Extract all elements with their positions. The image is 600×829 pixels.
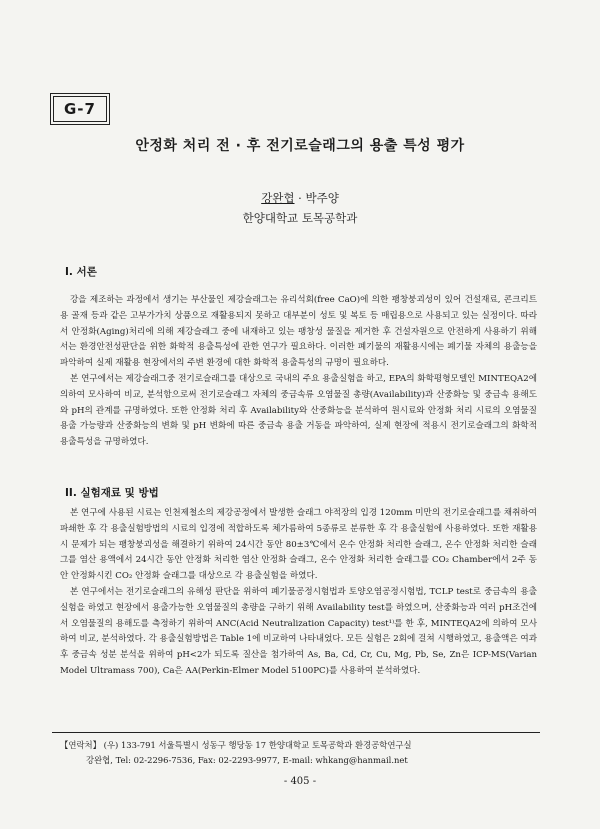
footer-rule bbox=[52, 732, 540, 733]
paper-title: 안정화 처리 전 · 후 전기로슬래그의 용출 특성 평가 bbox=[135, 138, 465, 154]
page-number: - 405 - bbox=[283, 776, 317, 787]
contact-info bbox=[60, 738, 540, 768]
primary-author: 강완협 bbox=[261, 191, 295, 205]
co-author: 박주양 bbox=[305, 191, 339, 205]
section-2-heading: II. 실험재료 및 방법 bbox=[65, 487, 159, 499]
author-line bbox=[0, 190, 600, 206]
section-1-paragraph-1: 강을 제조하는 과정에서 생기는 부산물인 제강슬래그는 유리석회(free CaO)에 의한 팽창붕괴성이 있어 건설재료, 콘크리트용 골재 등과 같은 고부가가치 상품으로 재활용되지 못하고 대부분이 성토 및 복토 등 매립용으로 사용되고 있는 실정이다. 따라서 안정화(Aging)처리에 의해 제강슬래그 중에 내재하고 있는 팽창성 물질을 제거한 후 건설자원으로 안전하게 사용하기 위해서는 환경안전성판단을 위한 화학적 용출특성에 관한 연구가 필요하다. 이러한 폐기물의 재활용시에는 폐기물 자체의 용출능을 파악하여 실제 재활용 현장에서의 주변 환경에 대한 화학적 용출특성의 규명이 필요하다. bbox=[60, 295, 537, 369]
paper-code-box: G-7 bbox=[53, 96, 107, 122]
section-1-paragraph-2: 본 연구에서는 제강슬래그중 전기로슬래그를 대상으로 국내의 주요 용출실험을 하고, EPA의 화학평형모델인 MINTEQA2에 의하여 모사하여 비교, 분석함으로써 전기로슬래그 자체의 중금속류 오염물질 총량(Availability)과 산중화능 및 중금속 용해도와 pH의 관계를 규명하였다. 또한 안정화 처리 후 Availability와 산중화능을 분석하여 원시료와 안정화 처리 시료의 오염물질 용출 가능량과 산중화능의 변화 및 pH 변화에 따른 중금속 용출 거동을 파악하여, 실제 현장에 적용시 전기로슬래그의 화학적 용출특성을 규명하였다. bbox=[60, 374, 537, 448]
contact-details: 강완협, Tel: 02-2296-7536, Fax: 02-2293-9977, E-mail: whkang@hanmail.net bbox=[86, 755, 408, 765]
section-1-heading: I. 서론 bbox=[65, 266, 97, 278]
contact-address: 【연락처】 (우) 133-791 서울특별시 성동구 행당동 17 한양대학교 토목공학과 환경공학연구실 bbox=[60, 740, 412, 750]
author-separator: · bbox=[294, 191, 306, 205]
section-2-paragraph-2: 본 연구에서는 전기로슬래그의 유해성 판단을 위하여 폐기물공정시험법과 토양오염공정시험법, TCLP test로 중금속의 용출실험을 하였고 현장에서 용출가능한 오염물질의 총량을 구하기 위해 Availability test를 하였으며, 산중화능과 여러 pH조건에서 오염물질의 용해도를 측정하기 위하여 ANC(Acid Neutralization Capacity) test¹⁾를 한 후, MINTEQA2에 의하여 모사하여 비교, 분석하였다. 각 용출실험방법은 Table 1에 비교하여 나타내었다. 모든 실험은 2회에 걸쳐 시행하였고, 용출액은 여과 후 중금속 성분 분석을 위하여 pH<2가 되도록 질산을 첨가하여 As, Ba, Cd, Cr, Cu, Mg, Pb, Se, Zn은 ICP-MS(Varian Model Ultramass 700), Ca은 AA(Perkin-Elmer Model 5100PC)를 사용하여 분석하였다. bbox=[60, 587, 537, 676]
affiliation: 한양대학교 토목공학과 bbox=[242, 211, 358, 225]
section-2-paragraph-1: 본 연구에 사용된 시료는 인천제철소의 제강공정에서 발생한 슬래그 야적장의 입경 120mm 미만의 전기로슬래그를 채취하여 파쇄한 후 각 용출실험방법의 시료의 입경에 적합하도록 체가름하여 5종류로 분류한 후 각 용출실험에 사용하였다. 또한 재활용시 문제가 되는 팽창붕괴성을 해결하기 위하여 24시간 동안 80±3℃에서 온수 안정화 처리한 슬래그, 온수 안정화 처리한 슬래그를 염산 용액에서 24시간 동안 안정화 처리한 염산 안정화 슬래그, 온수 안정화 처리한 슬래그를 CO₂ Chamber에서 2주 동안 안정화시킨 CO₂ 안정화 슬래그를 대상으로 각 용출실험을 하였다. bbox=[60, 508, 537, 582]
